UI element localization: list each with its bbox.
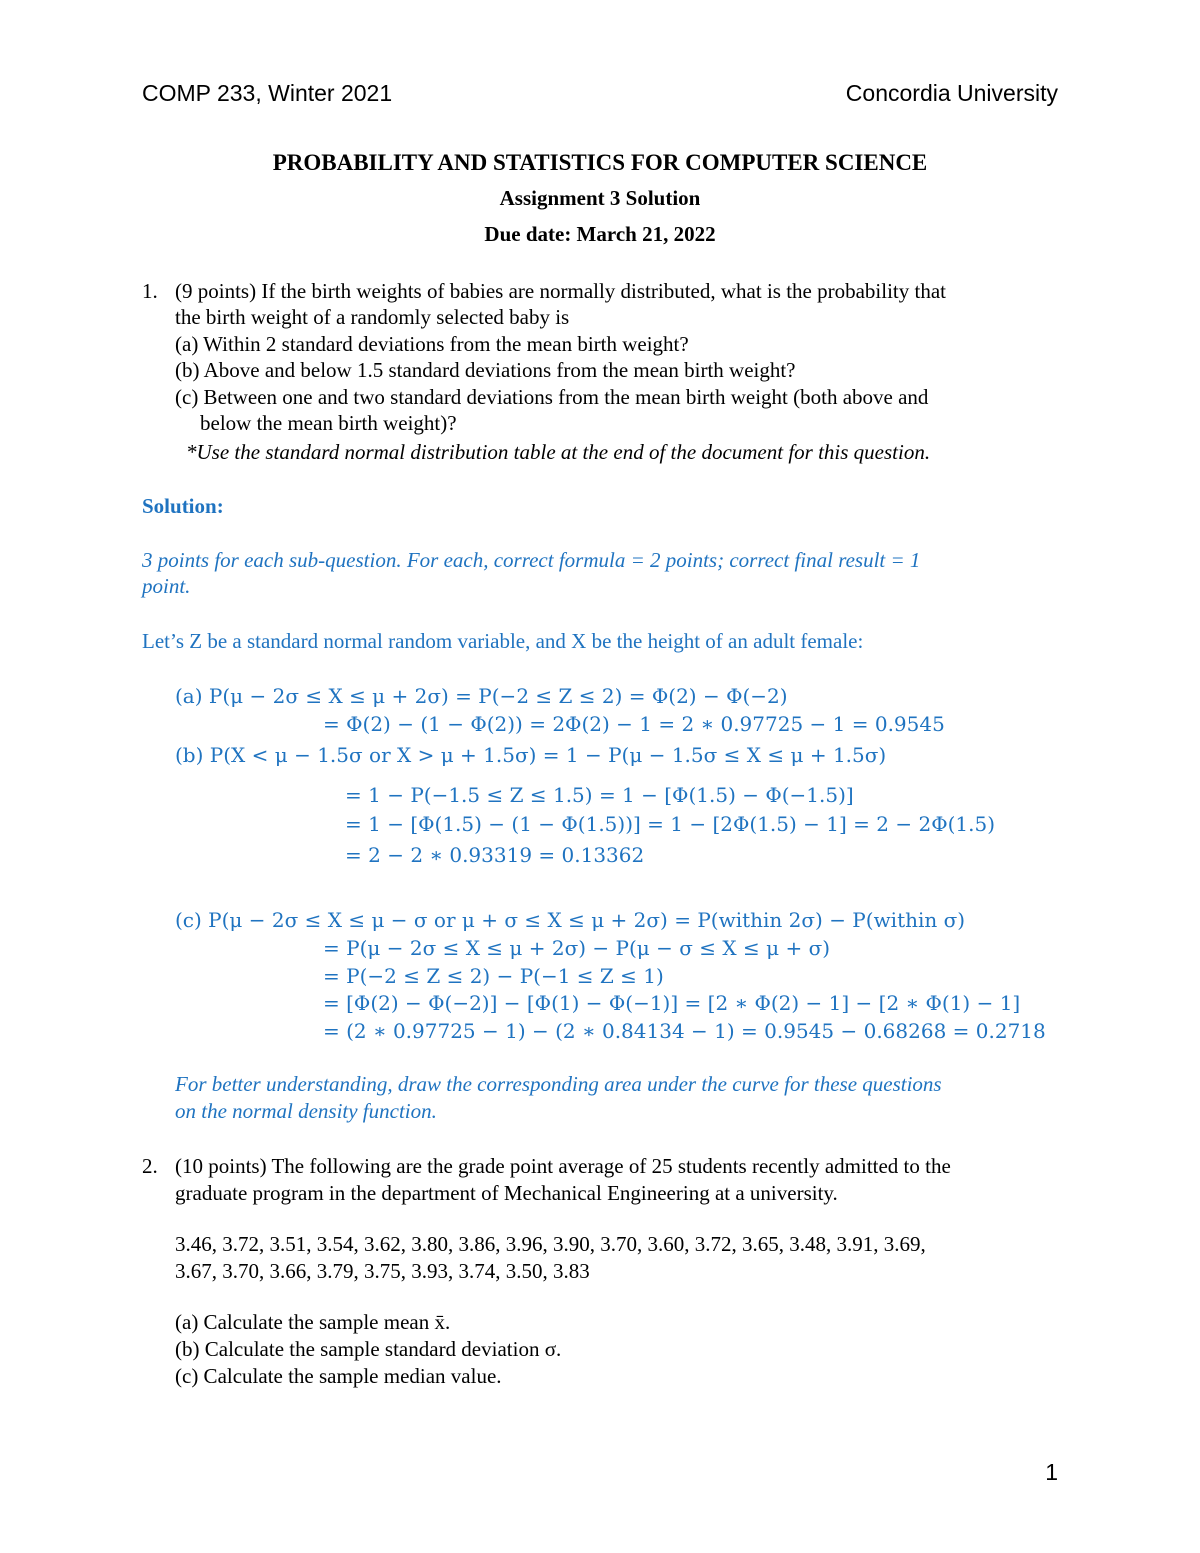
solution-b-line3: = 1 − [Φ(1.5) − (1 − Φ(1.5))] = 1 − [2Φ(1.5) − 1] = 2 − 2Φ(1.5) xyxy=(345,812,996,836)
question-2-number: 2. xyxy=(142,1154,158,1178)
solution-c-line5: = (2 ∗ 0.97725 − 1) − (2 ∗ 0.84134 − 1) = 0.9545 − 0.68268 = 0.2718 xyxy=(323,1019,1046,1043)
header-university: Concordia University xyxy=(845,80,1058,106)
assignment-subtitle: Assignment 3 Solution xyxy=(499,186,701,210)
gpa-data-line1: 3.46, 3.72, 3.51, 3.54, 3.62, 3.80, 3.86, 3.96, 3.90, 3.70, 3.60, 3.72, 3.65, 3.48, 3.91, 3.69, xyxy=(175,1232,926,1256)
question-1-note: *Use the standard normal distribution table at the end of the document for this question. xyxy=(186,440,931,464)
solution-b-line1: (b) P(X < μ − 1.5σ or X > μ + 1.5σ) = 1 − P(μ − 1.5σ ≤ X ≤ μ + 1.5σ) xyxy=(175,743,887,767)
solution-c-line3: = P(−2 ≤ Z ≤ 2) − P(−1 ≤ Z ≤ 1) xyxy=(323,964,664,988)
question-1-line1: (9 points) If the birth weights of babies are normally distributed, what is the probability that xyxy=(175,279,947,303)
question-1b: (b) Above and below 1.5 standard deviations from the mean birth weight? xyxy=(175,358,796,382)
solution-a-line2: = Φ(2) − (1 − Φ(2)) = 2Φ(2) − 1 = 2 ∗ 0.97725 − 1 = 0.9545 xyxy=(323,712,945,736)
understanding-note-line1: For better understanding, draw the corresponding area under the curve for these questions xyxy=(175,1072,942,1096)
solution-c-line1: (c) P(μ − 2σ ≤ X ≤ μ − σ or μ + σ ≤ X ≤ μ + 2σ) = P(within 2σ) − P(within σ) xyxy=(175,908,966,932)
grading-note-line1: 3 points for each sub-question. For each, correct formula = 2 points; correct final result = 1 xyxy=(142,548,921,572)
question-1-number: 1. xyxy=(142,279,158,303)
question-1c-line2: below the mean birth weight)? xyxy=(200,411,457,435)
solution-heading: Solution: xyxy=(142,494,224,518)
solution-a-line1: (a) P(μ − 2σ ≤ X ≤ μ + 2σ) = P(−2 ≤ Z ≤ 2) = Φ(2) − Φ(−2) xyxy=(175,684,788,708)
solution-c-line4: = [Φ(2) − Φ(−2)] − [Φ(1) − Φ(−1)] = [2 ∗ Φ(2) − 1] − [2 ∗ Φ(1) − 1] xyxy=(323,991,1021,1015)
grading-note-line2: point. xyxy=(142,574,191,598)
question-2b: (b) Calculate the sample standard deviation σ. xyxy=(175,1337,562,1361)
gpa-data-line2: 3.67, 3.70, 3.66, 3.79, 3.75, 3.93, 3.74, 3.50, 3.83 xyxy=(175,1259,590,1283)
solution-b-line2: = 1 − P(−1.5 ≤ Z ≤ 1.5) = 1 − [Φ(1.5) − Φ(−1.5)] xyxy=(345,783,854,807)
due-date: Due date: March 21, 2022 xyxy=(484,222,716,246)
header-course: COMP 233, Winter 2021 xyxy=(142,80,393,106)
question-2-line2: graduate program in the department of Mechanical Engineering at a university. xyxy=(175,1181,838,1205)
question-2c: (c) Calculate the sample median value. xyxy=(175,1364,502,1388)
question-2-line1: (10 points) The following are the grade point average of 25 students recently admitted to the xyxy=(175,1154,951,1178)
question-1a: (a) Within 2 standard deviations from the mean birth weight? xyxy=(175,332,689,356)
page-title: PROBABILITY AND STATISTICS FOR COMPUTER SCIENCE xyxy=(272,150,928,175)
solution-b-line4: = 2 − 2 ∗ 0.93319 = 0.13362 xyxy=(345,843,645,867)
solution-c-line2: = P(μ − 2σ ≤ X ≤ μ + 2σ) − P(μ − σ ≤ X ≤ μ + σ) xyxy=(323,936,831,960)
question-2a: (a) Calculate the sample mean x̄. xyxy=(175,1310,451,1334)
page-number: 1 xyxy=(1045,1459,1058,1485)
question-1c-line1: (c) Between one and two standard deviations from the mean birth weight (both above and xyxy=(175,385,929,409)
question-1-line2: the birth weight of a randomly selected baby is xyxy=(175,305,570,329)
solution-intro: Let’s Z be a standard normal random variable, and X be the height of an adult female: xyxy=(142,629,864,653)
understanding-note-line2: on the normal density function. xyxy=(175,1099,437,1123)
